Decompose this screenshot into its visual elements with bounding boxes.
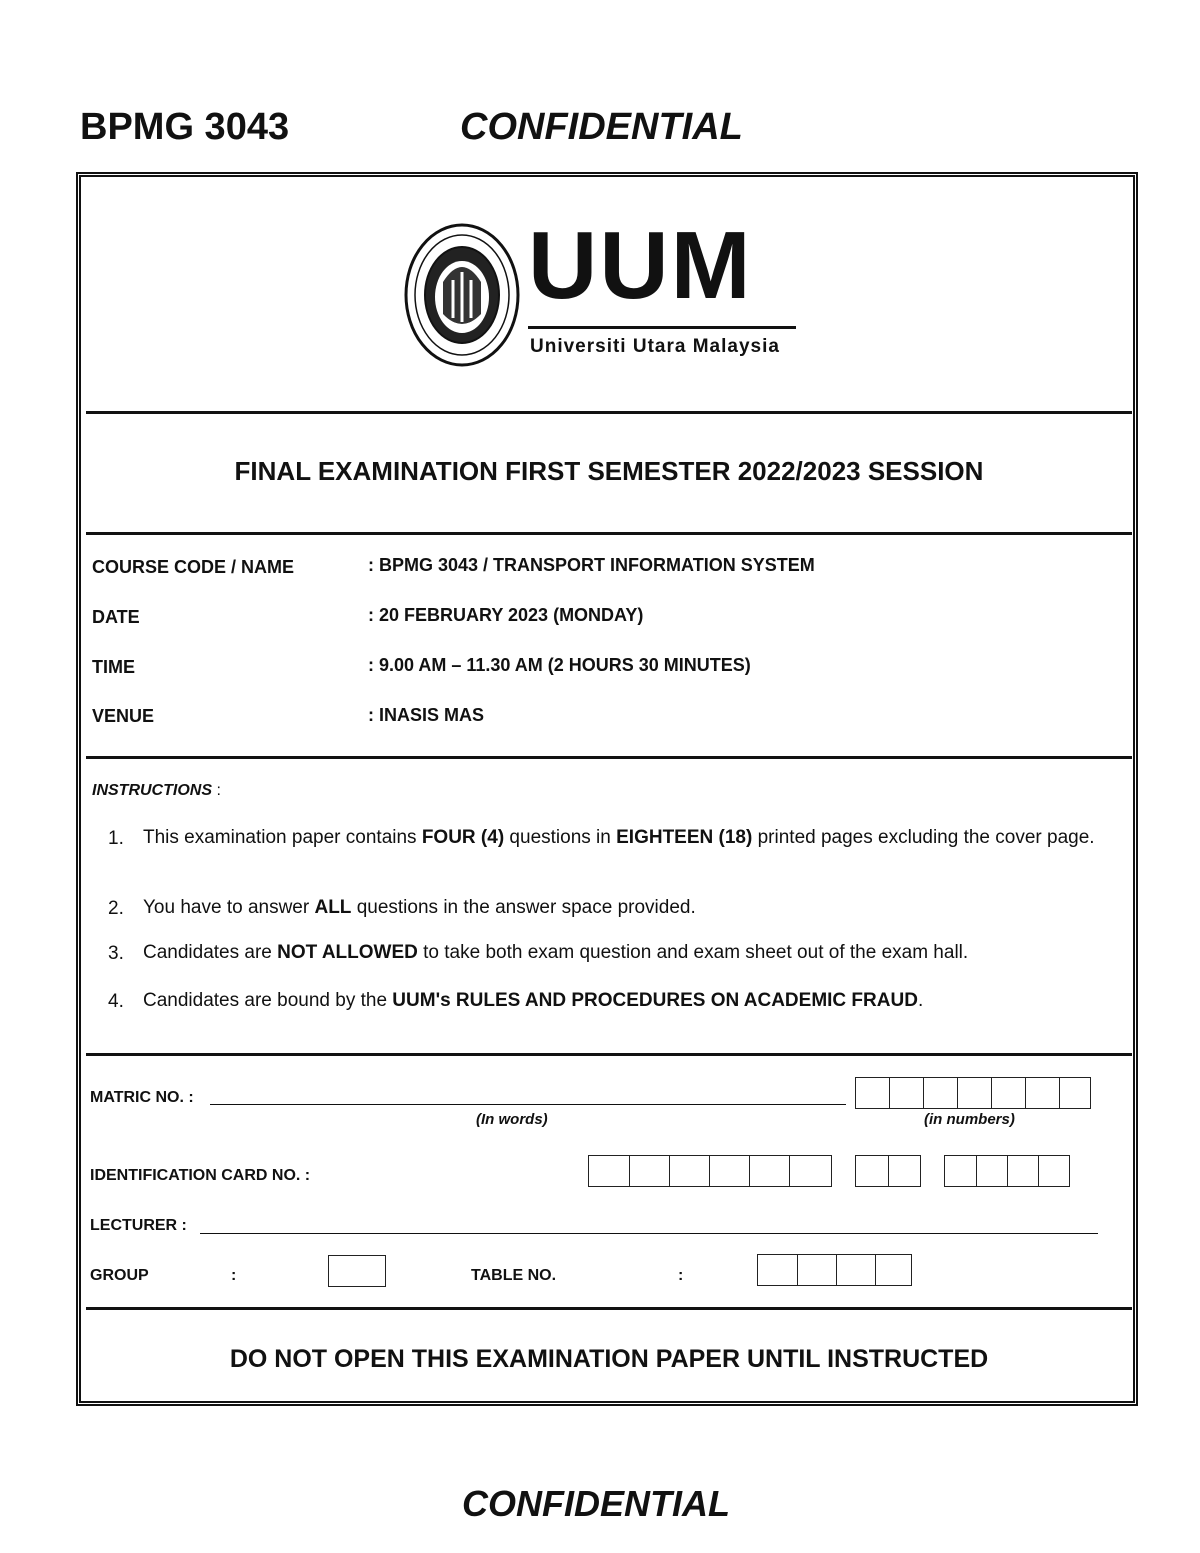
lecturer-label: LECTURER : (90, 1217, 187, 1234)
ic-boxes-part2[interactable] (855, 1155, 921, 1187)
course-value: : BPMG 3043 / TRANSPORT INFORMATION SYSTEM (368, 555, 815, 575)
course-code-header: BPMG 3043 (80, 106, 290, 148)
instruction-item: You have to answer ALL questions in the answer space provided. (143, 897, 696, 918)
section-divider (86, 756, 1132, 759)
time-value: : 9.00 AM – 11.30 AM (2 HOURS 30 MINUTES) (368, 655, 751, 675)
instruction-item: This examination paper contains FOUR (4) questions in EIGHTEEN (18) printed pages excluding the cover page. (143, 827, 1095, 848)
date-label: DATE (92, 607, 140, 627)
in-numbers-caption: (in numbers) (924, 1111, 1015, 1128)
ic-boxes-part3[interactable] (944, 1155, 1070, 1187)
venue-value: : INASIS MAS (368, 705, 485, 725)
instruction-item: Candidates are NOT ALLOWED to take both exam question and exam sheet out of the exam hall. (143, 942, 969, 963)
in-words-caption: (In words) (476, 1111, 548, 1128)
lecturer-field[interactable] (200, 1233, 1098, 1234)
wordmark-divider (528, 326, 796, 329)
ic-boxes-part1[interactable] (588, 1155, 832, 1187)
instruction-item: Candidates are bound by the UUM's RULES AND PROCEDURES ON ACADEMIC FRAUD. (143, 990, 924, 1011)
instruction-number: 2. (108, 898, 124, 919)
section-divider (86, 532, 1132, 535)
instruction-number: 1. (108, 828, 124, 849)
uum-seal-icon (403, 222, 521, 373)
group-label: GROUP (90, 1267, 149, 1284)
group-box[interactable] (328, 1255, 386, 1287)
table-no-boxes[interactable] (757, 1254, 912, 1286)
instruction-number: 4. (108, 991, 124, 1012)
university-name: Universiti Utara Malaysia (530, 336, 780, 357)
exam-title: FINAL EXAMINATION FIRST SEMESTER 2022/2023 SESSION (234, 456, 984, 486)
section-divider (86, 1053, 1132, 1056)
date-value: : 20 FEBRUARY 2023 (MONDAY) (368, 605, 644, 625)
uum-wordmark: UUM (528, 212, 753, 319)
instruction-number: 3. (108, 943, 124, 964)
table-no-label: TABLE NO. (471, 1267, 557, 1284)
instructions-heading: INSTRUCTIONS : (92, 782, 221, 799)
do-not-open-warning: DO NOT OPEN THIS EXAMINATION PAPER UNTIL INSTRUCTED (229, 1345, 989, 1373)
matric-number-boxes[interactable] (855, 1077, 1091, 1109)
section-divider (86, 1307, 1132, 1310)
venue-label: VENUE (92, 706, 155, 726)
ic-label: IDENTIFICATION CARD NO. : (90, 1167, 311, 1184)
confidential-footer: CONFIDENTIAL (462, 1483, 730, 1524)
time-label: TIME (92, 657, 135, 677)
section-divider (86, 411, 1132, 414)
course-label: COURSE CODE / NAME (92, 557, 295, 577)
table-no-colon: : (678, 1267, 684, 1284)
group-colon: : (231, 1267, 237, 1284)
matric-words-field[interactable] (210, 1104, 846, 1105)
confidential-header: CONFIDENTIAL (460, 106, 743, 148)
matric-label: MATRIC NO. : (90, 1089, 194, 1106)
